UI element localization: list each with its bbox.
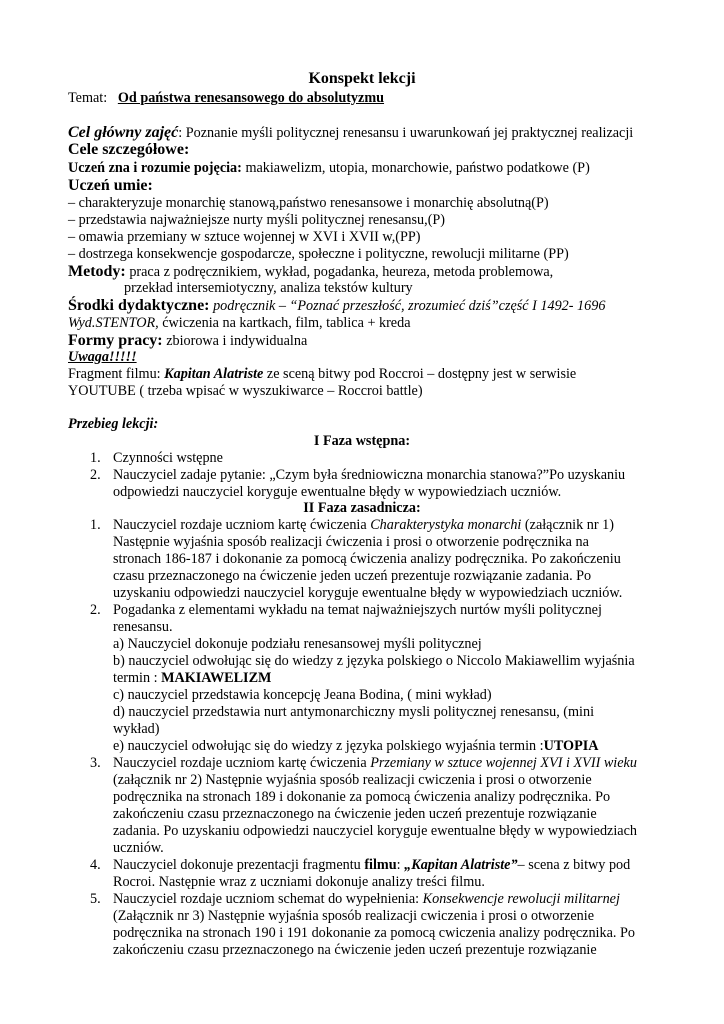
list-number: 1.: [90, 450, 101, 466]
forms-line: [68, 332, 307, 350]
list-item: Pogadanka z elementami wykładu na temat najważniejszych nurtów myśli politycznej: [113, 602, 602, 618]
list-item-continuation: uzyskaniu odpowiedzi nauczyciel koryguje ewentualne błędy w wypowiedziach uczniów.: [113, 585, 623, 601]
forms-text: zbiorowa i indywidualna: [162, 333, 308, 349]
list-item-continuation: renesansu.: [113, 619, 173, 635]
skill-item: – omawia przemiany w sztuce wojennej w XVI i XVII w,(PP): [68, 229, 421, 245]
item-text: Nauczyciel rozdaje uczniom schemat do wypełnienia:: [113, 891, 423, 907]
skill-item: – przedstawia najważniejsze nurty myśli politycznej renesansu,(P): [68, 212, 446, 228]
knows-label: Uczeń zna i rozumie pojęcia:: [68, 160, 242, 176]
note-label: Uwaga!!!!!: [68, 349, 137, 365]
list-item: [113, 891, 620, 908]
skill-item: – charakteryzuje monarchię stanową,państwo renesansowe i monarchię absolutną(P): [68, 195, 549, 211]
term-utopia: UTOPIA: [543, 738, 599, 754]
skill-item: – dostrzega konsekwencje gospodarcze, społeczne i polityczne, rewolucji militarne (PP): [68, 246, 569, 262]
knows-text: makiawelizm, utopia, monarchowie, państwo podatkowe (P): [241, 160, 590, 176]
item-title: Charakterystyka monarchi: [370, 517, 522, 533]
sub-item: a) Nauczyciel dokonuje podziału renesansowej myśli politycznej: [113, 636, 482, 652]
list-number: 1.: [90, 517, 101, 533]
note-text: ze sceną bitwy pod Roccroi – dostępny jest w serwisie: [263, 366, 577, 382]
topic-label: Temat:: [68, 90, 108, 106]
knows-line: [68, 160, 590, 177]
note-line-1: [68, 366, 576, 383]
list-number: 4.: [90, 857, 101, 873]
course-heading: Przebieg lekcji:: [68, 416, 159, 432]
list-item: [113, 755, 637, 772]
specific-goals-heading: Cele szczegółowe:: [68, 141, 190, 158]
sub-item: [113, 738, 599, 755]
sub-item: c) nauczyciel przedstawia koncepcję Jeana Bodina, ( mini wykład): [113, 687, 492, 703]
note-text: Fragment filmu:: [68, 366, 165, 382]
main-goal-label: Cel główny zajęć: [68, 124, 179, 141]
item-text: Nauczyciel rozdaje uczniom kartę ćwiczenia: [113, 517, 371, 533]
methods-continuation: przekład intersemiotyczny, analiza tekstów kultury: [124, 280, 413, 296]
methods-line: [68, 263, 553, 281]
topic-line: [68, 90, 384, 107]
list-number: 2.: [90, 467, 101, 483]
main-goal-text: : Poznanie myśli politycznej renesansu i uwarunkowań jej praktycznej realizacji: [178, 125, 634, 141]
list-item-continuation: (Załącznik nr 3) Następnie wyjaśnia sposób realizacji cwiczenia i prosi o otworzenie: [113, 908, 595, 924]
list-item-continuation: (załącznik nr 2) Następnie wyjaśnia sposób realizacji cwiczenia i prosi o otworzenie: [113, 772, 592, 788]
note-film-title: Kapitan Alatriste: [164, 366, 264, 382]
item-title: Przemiany w sztuce wojennej XVI i XVII wieku: [370, 755, 637, 771]
item-title: Konsekwencje rewolucji militarnej: [422, 891, 620, 907]
list-number: 3.: [90, 755, 101, 771]
forms-label: Formy pracy:: [68, 332, 163, 349]
term-makiawelizm: MAKIAWELIZM: [161, 670, 272, 686]
list-item-continuation: Rocroi. Następnie wraz z uczniami dokonuje analizy treści filmu.: [113, 874, 485, 890]
list-number: 5.: [90, 891, 101, 907]
list-item-continuation: czasu przeznaczonego na ćwiczenie jeden uczeń prezentuje rozwiązanie zadania. Po: [113, 568, 592, 584]
methods-label: Metody:: [68, 263, 126, 280]
can-heading: Uczeń umie:: [68, 177, 153, 194]
item-bold: filmu: [364, 857, 397, 873]
item-text: :: [396, 857, 405, 873]
item-text: Nauczyciel rozdaje uczniom kartę ćwiczenia: [113, 755, 371, 771]
list-item-continuation: odpowiedzi nauczyciel koryguje ewentualne błędy w wypowiedziach uczniów.: [113, 484, 562, 500]
note-line-2: YOUTUBE ( trzeba wpisać w wyszukiwarce – Roccroi battle): [68, 383, 423, 399]
document-title: Konspekt lekcji: [308, 70, 416, 87]
sub-item-continuation: wykład): [113, 721, 160, 737]
means-items: ćwiczenia na kartkach, film, tablica + kreda: [158, 315, 411, 331]
list-item-continuation: podręcznika na stronach 190 i 191 dokonanie za pomocą cwiczenia analizy podręcznika. Po: [113, 925, 635, 941]
item-text: Nauczyciel dokonuje prezentacji fragmentu: [113, 857, 365, 873]
means-text: podręcznik – “Poznać przeszłość, zrozumieć dziś”część I 1492- 1696: [209, 298, 606, 314]
sub-item: d) nauczyciel przedstawia nurt antymonarchiczny mysli politycznej renesansu, (mini: [113, 704, 595, 720]
phase-2-heading: II Faza zasadnicza:: [303, 500, 421, 516]
item-text: – scena z bitwy pod: [517, 857, 631, 873]
methods-text: praca z podręcznikiem, wykład, pogadanka, heureza, metoda problemowa,: [125, 264, 554, 280]
item-text: (załącznik nr 1): [521, 517, 614, 533]
item-text: termin :: [113, 670, 162, 686]
phase-1-heading: I Faza wstępna:: [313, 433, 411, 449]
list-item: Czynności wstępne: [113, 450, 223, 466]
list-item-continuation: Następnie wyjaśnia sposób realizacji ćwiczenia i prosi o otworzenie podręcznika na: [113, 534, 589, 550]
film-title: „Kapitan Alatriste”: [404, 857, 518, 873]
list-item-continuation: stronach 186-187 i dokonanie za pomocą ćwiczenia analizy podręcznika. Po zakończeniu: [113, 551, 621, 567]
sub-item-continuation: [113, 670, 271, 687]
list-item-continuation: zakończeniu czasu przeznaczonego na ćwiczenie jeden uczeń prezentuje rozwiązanie: [113, 806, 597, 822]
list-item: Nauczyciel zadaje pytanie: „Czym była średniowiczna monarchia stanowa?”Po uzyskaniu: [113, 467, 626, 483]
list-item-continuation: uczniów.: [113, 840, 164, 856]
list-item-continuation: zadania. Po uzyskaniu odpowiedzi nauczyciel koryguje ewentualne błędy w wypowiedziach: [113, 823, 637, 839]
means-publisher: Wyd.STENTOR,: [68, 315, 159, 331]
list-number: 2.: [90, 602, 101, 618]
sub-item: b) nauczyciel odwołując się do wiedzy z języka polskiego o Niccolo Makiawellim wyjaśnia: [113, 653, 635, 669]
list-item-continuation: podręcznika na stronach 189 i dokonanie za pomocą ćwiczenia analizy podręcznika. Po: [113, 789, 611, 805]
main-goal: [68, 124, 633, 142]
topic-value: Od państwa renesansowego do absolutyzmu: [117, 90, 385, 106]
means-line: [68, 297, 605, 315]
item-text: e) nauczyciel odwołując się do wiedzy z języka polskiego wyjaśnia termin :: [113, 738, 544, 754]
means-label: Środki dydaktyczne:: [68, 297, 210, 314]
means-continuation: [68, 315, 411, 332]
list-item: [113, 517, 614, 534]
list-item: [113, 857, 630, 874]
list-item-continuation: zakończeniu czasu przeznaczonego na ćwiczenie jeden uczeń prezentuje rozwiązanie: [113, 942, 597, 958]
